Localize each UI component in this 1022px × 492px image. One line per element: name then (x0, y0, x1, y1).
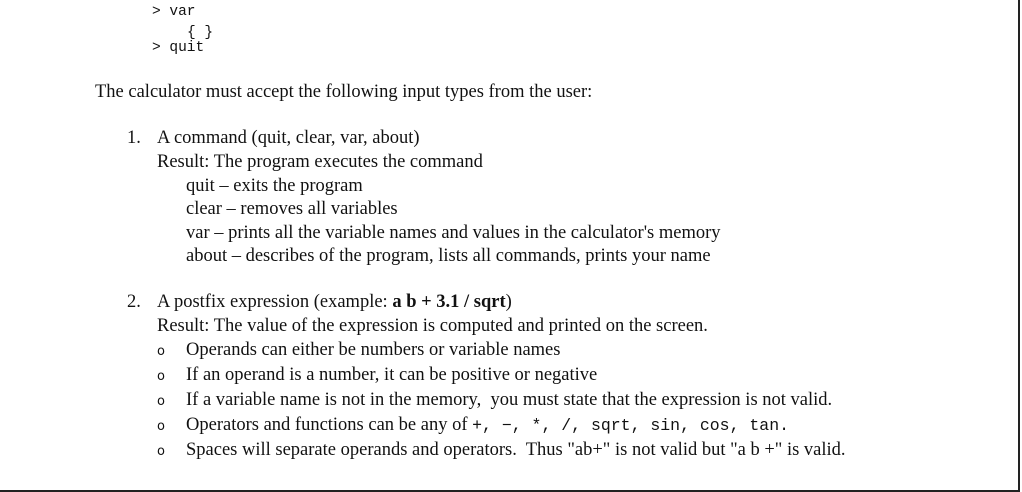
command-quit: quit – exits the program (186, 176, 363, 196)
item2-title-prefix: A postfix expression (example: (157, 292, 393, 312)
item2-number: 2. (127, 292, 141, 312)
command-var: var – prints all the variable names and values in the calculator's memory (186, 223, 721, 243)
console-line-braces: { } (187, 25, 214, 41)
bullet-glyph: o (157, 369, 165, 384)
command-clear: clear – removes all variables (186, 199, 398, 219)
console-line-quit: > quit (152, 40, 205, 56)
bullet-variable-memory: If a variable name is not in the memory, you must state that the expression is not valid. (186, 390, 833, 410)
console-line-var: > var (152, 4, 196, 20)
bullet-spaces: Spaces will separate operands and operators. Thus "ab+" is not valid but "a b +" is valid. (186, 440, 846, 460)
item1-result: Result: The program executes the command (157, 152, 483, 172)
item1-number: 1. (127, 128, 141, 148)
intro-text: The calculator must accept the following input types from the user: (95, 82, 593, 102)
bullet-number-sign: If an operand is a number, it can be positive or negative (186, 365, 598, 385)
item1-title: A command (quit, clear, var, about) (157, 128, 420, 148)
item2-title-suffix: ) (505, 292, 512, 312)
bullet-glyph: o (157, 344, 165, 359)
bullet-glyph: o (157, 394, 165, 409)
item2-title-example: a b + 3.1 / sqrt (392, 292, 506, 312)
command-about: about – describes of the program, lists all commands, prints your name (186, 246, 711, 266)
bullet-glyph: o (157, 419, 165, 434)
item2-result: Result: The value of the expression is computed and printed on the screen. (157, 316, 708, 336)
operators-prefix: Operators and functions can be any of (186, 415, 473, 435)
bullet-operands: Operands can either be numbers or variable names (186, 340, 561, 360)
item2-title (157, 292, 512, 313)
bullet-glyph: o (157, 444, 165, 459)
bullet-operators (186, 415, 789, 436)
operators-list: +, −, *, /, sqrt, sin, cos, tan. (472, 416, 789, 435)
